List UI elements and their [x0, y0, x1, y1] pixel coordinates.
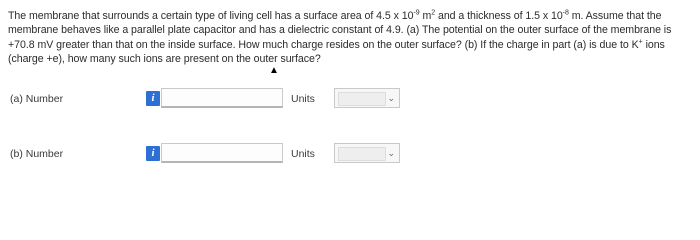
units-select-value: [338, 92, 386, 106]
part-b-tag: (b): [464, 38, 478, 51]
part-a-number-label: (a) Number: [10, 93, 64, 105]
chevron-down-icon: ⌄: [387, 148, 395, 158]
mouse-cursor-icon: ▲: [269, 65, 279, 76]
part-b-number-label: (b) Number: [10, 148, 64, 160]
answer-row-a: [10, 88, 430, 112]
question-text: The membrane that surrounds a certain type of living cell has a surface area of 4.5 x $10^{-9}$ $m^2$ and a thickness of 1.5 x $10^{-8}$ m. Assume that the membrane behaves like a parallel plate capacitor and has a dielectric constant of 4.9. (a) The potential on the outer surface of the membrane is +70.8 mV greater than that on the inside surface. How much charge resides on the outer surface? (b) If the charge in part (a) is due to K+ ions (charge +e), how many such ions are present on the outer surface?: [8, 9, 672, 66]
units-select-value: [338, 147, 386, 161]
part-b-units-label: Units: [291, 148, 315, 160]
answer-row-b: [10, 143, 430, 167]
part-a-units-select[interactable]: [334, 88, 400, 108]
info-icon[interactable]: i: [146, 91, 160, 106]
part-b-number-input[interactable]: [161, 143, 283, 163]
part-a-units-label: Units: [291, 93, 315, 105]
part-a-number-input[interactable]: [161, 88, 283, 108]
chevron-down-icon: ⌄: [387, 93, 395, 103]
part-b-units-select[interactable]: [334, 143, 400, 163]
info-icon[interactable]: i: [146, 146, 160, 161]
part-a-tag: (a): [406, 24, 420, 37]
